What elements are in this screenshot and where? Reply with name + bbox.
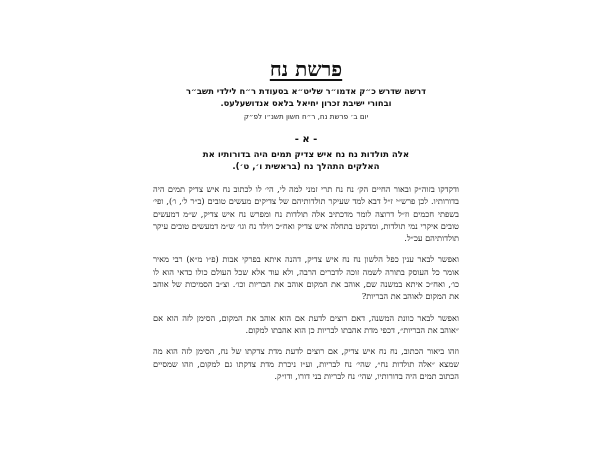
heading-verse-line-1: אלה תולדות נח נח איש צדיק תמים היה בדורותיו את <box>202 150 410 160</box>
paragraph-3: ואפשר לבאר כוונת המשנה, דאם רוצים לדעת אם הוא אוהב את המקום, הסימן לזה הוא אם ״אוהב את הבריות״, דכפי מדת אהבתו לבריות כן הוא אהבתו למקום. <box>153 312 459 335</box>
section-label: - א - <box>294 134 318 145</box>
text-column <box>153 58 459 382</box>
paragraph-4: וזהו ביאור הכתוב, נח נח איש צדיק, אם רוצים לדעת מדת צדקתו של נח, הסימן לזה הוא מה שמצא ״אלה תולדות נח״, שהי׳ נח לבריות, וע״ז ניכרת מדת צדקתו גם למקום, וזהו שמסיים הכתוב תמים היה בדורותיו, שהי׳ נח לבריות בני דורו, ודו״ק. <box>153 346 459 381</box>
subtitle-line-2: ובחורי ישיבת זכרון יחיאל בלאס אנדושעלעס. <box>220 98 392 108</box>
paragraph-2: ואפשר לבאר ענין כפל הלשון נח נח איש צדיק, דהנה איתא בפרקי אבות (פ״ו מ״א) רבי מאיר אומר כל העוסק בתורה לשמה זוכה לדברים הרבה, ולא עוד אלא שכל העולם כולו כדאי הוא לו כו׳, ואח״כ איתא במשנה שם, אוהב את המקום אוהב את הבריות וכו׳. וצ״ב הסמיכות של אוהב את המקום לאוהב את הבריות? <box>153 254 459 302</box>
subtitle-line-1: דרשה שדרש כ״ק אדמו״ר שליט״א בסעודת ר״ח לילדי תשב״ר <box>185 86 426 96</box>
parsha-title: פרשת נח <box>269 57 343 81</box>
heading-verse-line-2: האלקים התהלך נח (בראשית ו׳, ט׳). <box>232 162 380 172</box>
paragraph-1: ודקדקו בזוה״ק ובאור החיים הק׳ נח נח תרי זמני למה לי, הי׳ לו לכתוב נח איש צדיק תמים היה בדורותיו. לכן פרש״י ז״ל דבא למד שעיקר תולדותיהם של צדיקים מעשים טובים (ב״ר ל׳, ו׳), ופי׳ בשפתי חכמים וז״ל דרוצה לומר מדכתיב אלה תולדות נח ומפרש נח איש צדיק, ש״מ דמעשים טובים איקרי נמי תולדות, ומדנקט בתחלה איש צדיק ואח״כ ויולד נח וגו׳ ש״מ דמעשים טובים עיקר תולדותיהם עכ״ל. <box>153 184 459 244</box>
date-line: יום ב׳ פרשת נח, ר״ח חשון תשנ״ו לפ״ק <box>243 112 369 121</box>
